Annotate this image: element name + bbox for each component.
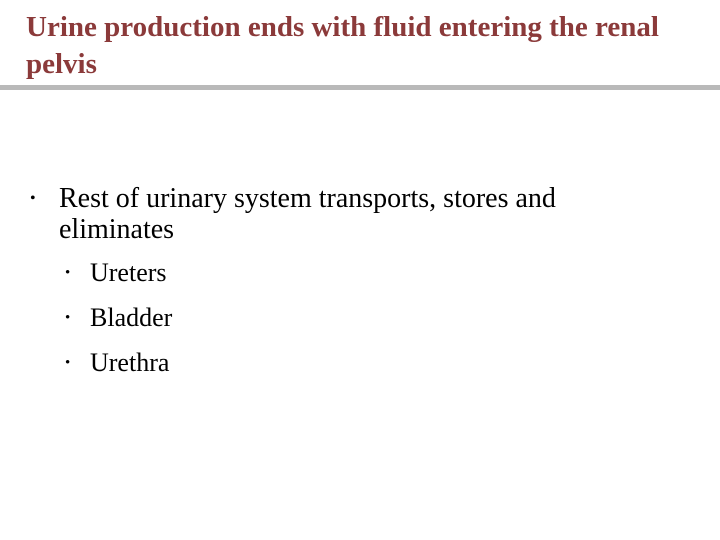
title-divider: [0, 85, 720, 90]
bullet-text: Rest of urinary system transports, stores and eliminates: [59, 183, 556, 245]
sub-bullet-item-ureters: [65, 256, 670, 290]
slide-title: Urine production ends with fluid entering the renal pelvis: [26, 11, 659, 80]
bullet-item: [30, 183, 670, 380]
bullet-dot-icon: •: [65, 310, 71, 326]
bullet-list: [30, 183, 670, 391]
bullet-dot-icon: •: [65, 265, 71, 281]
sub-bullet-text: Bladder: [90, 303, 173, 332]
sub-bullet-item-bladder: [65, 301, 670, 335]
sub-bullet-text: Urethra: [90, 348, 170, 377]
sub-bullet-item-urethra: [65, 346, 670, 380]
bullet-dot-icon: •: [65, 355, 71, 371]
sub-bullet-list: [65, 256, 670, 380]
bullet-dot-icon: •: [30, 190, 36, 207]
sub-bullet-text: Ureters: [90, 258, 167, 287]
